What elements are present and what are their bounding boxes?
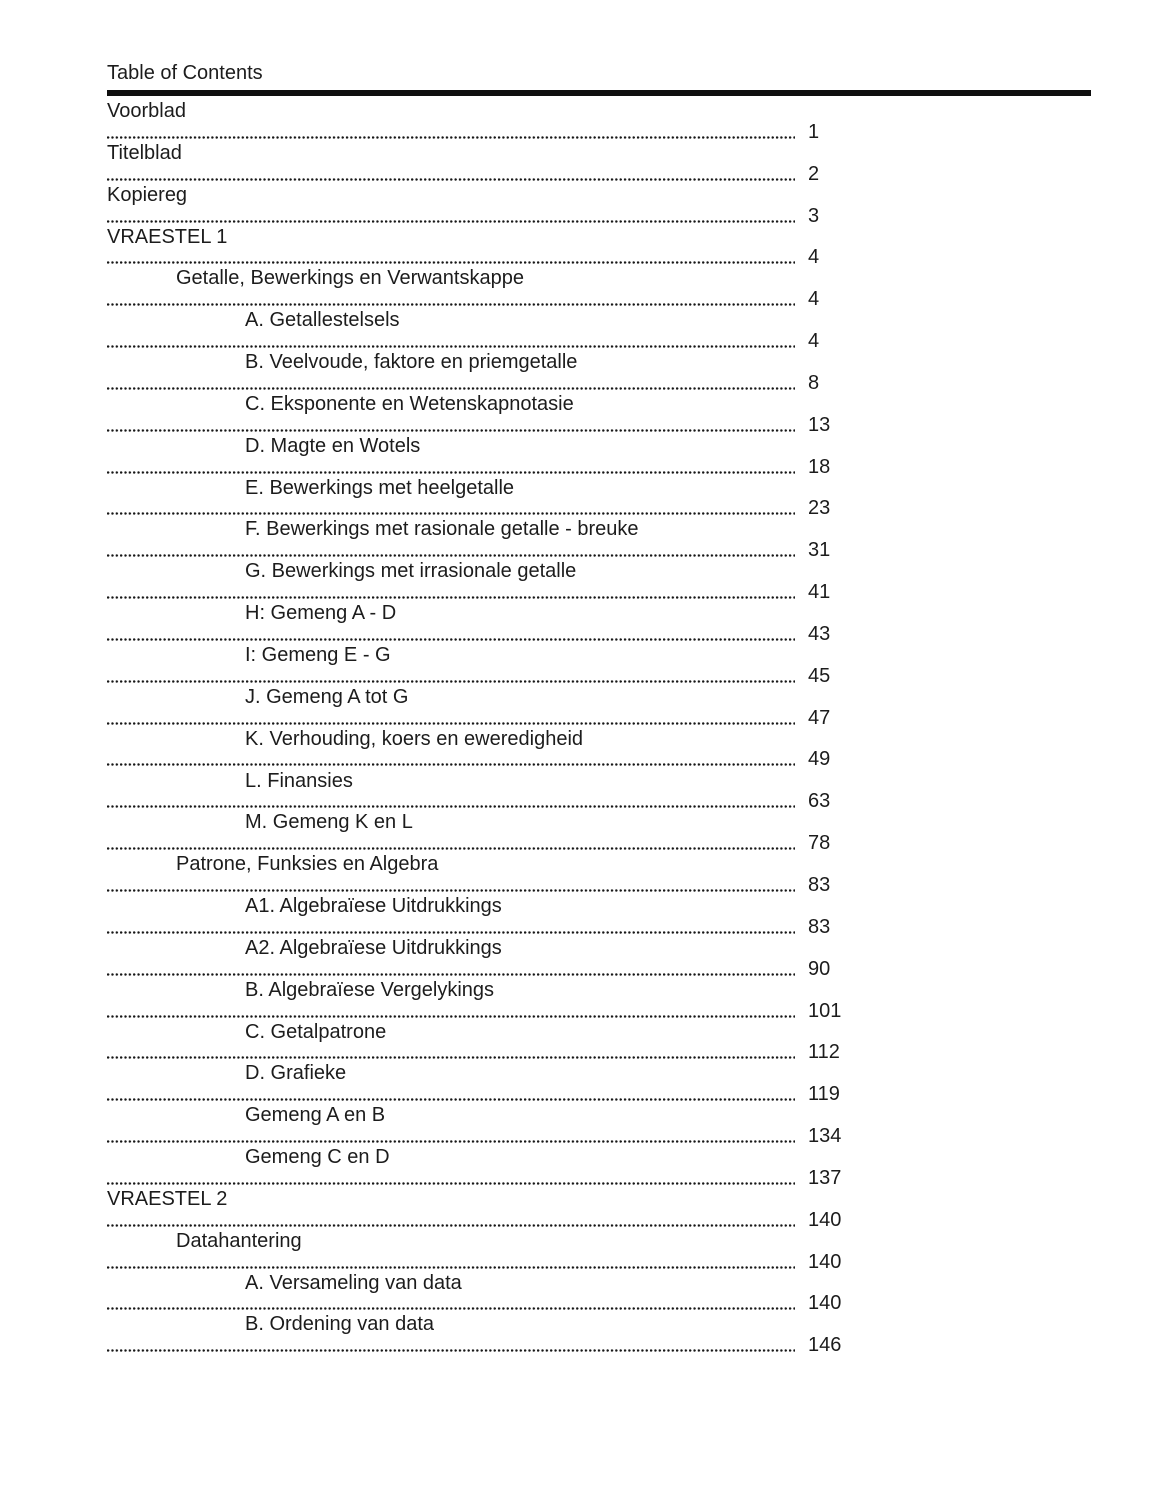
page-number: 43 (808, 622, 831, 645)
toc-entry (107, 143, 867, 185)
page-number: 101 (808, 999, 842, 1022)
toc-entry-label: F. Bewerkings met rasionale getalle - breuke (245, 518, 639, 541)
dot-leader (107, 345, 795, 348)
toc-entry (107, 1063, 867, 1105)
toc-entry-leader-row (107, 415, 867, 436)
dot-leader (107, 1056, 795, 1059)
toc-entry (107, 1189, 867, 1231)
title-rule (107, 90, 1091, 96)
toc-entry-label: L. Finansies (245, 769, 353, 792)
toc-entry-label: C. Getalpatrone (245, 1020, 387, 1043)
toc-entry-leader-row (107, 540, 867, 561)
page-number: 83 (808, 874, 831, 897)
toc-entry-label: D. Magte en Wotels (245, 434, 421, 457)
page-number: 83 (808, 915, 831, 938)
page-title: Table of Contents (107, 62, 263, 84)
dot-leader (107, 722, 795, 725)
dot-leader (107, 1015, 795, 1018)
toc-entry (107, 1314, 867, 1356)
toc-entry (107, 645, 867, 687)
dot-leader (107, 1098, 795, 1101)
toc-entry-leader-row (107, 457, 867, 478)
toc-entry (107, 227, 867, 269)
toc-entry-leader-row (107, 1126, 867, 1147)
page-number: 1 (808, 120, 820, 143)
toc-entry (107, 1231, 867, 1273)
toc-entry-leader-row (107, 750, 867, 771)
dot-leader (107, 680, 795, 683)
toc-entry-label: Patrone, Funksies en Algebra (176, 853, 439, 876)
toc-entry-leader-row (107, 1084, 867, 1105)
toc-entry-label: Gemeng C en D (245, 1146, 390, 1169)
toc-entry (107, 1022, 867, 1064)
toc-entry (107, 603, 867, 645)
toc-entry-leader-row (107, 247, 867, 268)
dot-leader (107, 554, 795, 557)
toc-entry-label: B. Algebraïese Vergelykings (245, 978, 495, 1001)
toc-entry (107, 352, 867, 394)
toc-entry-label: J. Gemeng A tot G (245, 685, 409, 708)
dot-leader (107, 763, 795, 766)
dot-leader (107, 303, 795, 306)
page-number: 140 (808, 1292, 842, 1315)
toc-entry (107, 1147, 867, 1189)
toc-entry-leader-row (107, 917, 867, 938)
toc-entry (107, 687, 867, 729)
toc-entry-label: Datahantering (176, 1229, 302, 1252)
dot-leader (107, 889, 795, 892)
toc-entry-leader-row (107, 1335, 867, 1356)
dot-leader (107, 1182, 795, 1185)
toc-entry-label: Voorblad (107, 100, 186, 122)
page-number: 4 (808, 246, 820, 269)
toc-entry-leader-row (107, 708, 867, 729)
toc-entry-label: Getalle, Bewerkings en Verwantskappe (176, 267, 524, 290)
toc-entry-label: B. Veelvoude, faktore en priemgetalle (245, 351, 578, 374)
page-number: 13 (808, 413, 831, 436)
toc-entry (107, 394, 867, 436)
page-number: 140 (808, 1250, 842, 1273)
toc-entry (107, 519, 867, 561)
toc-entry-label: Titelblad (107, 141, 182, 164)
toc-entry-label: A. Versameling van data (245, 1271, 462, 1294)
toc-entry-leader-row (107, 373, 867, 394)
toc-entry-label: I: Gemeng E - G (245, 643, 391, 666)
toc-entry (107, 854, 867, 896)
page-number: 2 (808, 162, 820, 185)
page-number: 4 (808, 288, 820, 311)
dot-leader (107, 261, 795, 264)
page-number: 63 (808, 790, 831, 813)
toc-entry-leader-row (107, 289, 867, 310)
toc-entry-label: M. Gemeng K en L (245, 811, 413, 834)
toc-entry (107, 1273, 867, 1315)
toc-entry-leader-row (107, 206, 867, 227)
toc-entry-leader-row (107, 1210, 867, 1231)
page-number: 18 (808, 455, 831, 478)
dot-leader (107, 178, 795, 181)
toc-entry-label: K. Verhouding, koers en eweredigheid (245, 727, 584, 750)
toc-entry-leader-row (107, 1252, 867, 1273)
toc-entry-leader-row (107, 624, 867, 645)
toc-entry-leader-row (107, 582, 867, 603)
page-number: 78 (808, 832, 831, 855)
dot-leader (107, 1224, 795, 1227)
toc-entry (107, 938, 867, 980)
toc-entry (107, 561, 867, 603)
toc-entry-leader-row (107, 791, 867, 812)
dot-leader (107, 429, 795, 432)
toc-entry-leader-row (107, 875, 867, 896)
toc-entry-label: A2. Algebraïese Uitdrukkings (245, 936, 502, 959)
toc-list (107, 101, 867, 1356)
toc-entry-leader-row (107, 1001, 867, 1022)
toc-entry-label: E. Bewerkings met heelgetalle (245, 476, 515, 499)
toc-entry-label: C. Eksponente en Wetenskapnotasie (245, 392, 574, 415)
toc-entry-label: G. Bewerkings met irrasionale getalle (245, 560, 577, 583)
toc-entry-label: B. Ordening van data (245, 1313, 435, 1336)
toc-entry-label: Kopiereg (107, 183, 188, 206)
page-number: 134 (808, 1125, 842, 1148)
page-number: 119 (808, 1083, 840, 1106)
toc-entry (107, 1105, 867, 1147)
toc-entry-label: VRAESTEL 1 (107, 225, 228, 248)
page-number: 31 (808, 539, 831, 562)
toc-entry (107, 185, 867, 227)
toc-entry (107, 478, 867, 520)
dot-leader (107, 471, 795, 474)
toc-entry-leader-row (107, 331, 867, 352)
toc-entry (107, 771, 867, 813)
toc-entry (107, 268, 867, 310)
dot-leader (107, 973, 795, 976)
toc-entry-leader-row (107, 1294, 867, 1315)
dot-leader (107, 1266, 795, 1269)
page-number: 41 (808, 581, 831, 604)
toc-entry-leader-row (107, 498, 867, 519)
dot-leader (107, 387, 795, 390)
page-number: 140 (808, 1208, 842, 1231)
dot-leader (107, 220, 795, 223)
toc-entry (107, 310, 867, 352)
dot-leader (107, 638, 795, 641)
dot-leader (107, 596, 795, 599)
page-number: 8 (808, 371, 820, 394)
page-number: 47 (808, 706, 831, 729)
toc-entry-leader-row (107, 666, 867, 687)
dot-leader (107, 1349, 795, 1352)
toc-entry-label: A1. Algebraïese Uitdrukkings (245, 895, 502, 918)
toc-entry-label: Gemeng A en B (245, 1104, 386, 1127)
toc-entry-leader-row (107, 959, 867, 980)
toc-entry-leader-row (107, 164, 867, 185)
dot-leader (107, 1307, 795, 1310)
toc-entry-label: D. Grafieke (245, 1062, 347, 1085)
toc-entry-leader-row (107, 833, 867, 854)
page-number: 49 (808, 748, 831, 771)
toc-entry (107, 896, 867, 938)
dot-leader (107, 136, 795, 139)
page-number: 45 (808, 664, 831, 687)
toc-entry-leader-row (107, 1042, 867, 1063)
page-number: 137 (808, 1166, 842, 1189)
page-number: 112 (808, 1041, 840, 1064)
dot-leader (107, 805, 795, 808)
toc-entry (107, 812, 867, 854)
toc-entry-leader-row (107, 1168, 867, 1189)
toc-entry (107, 101, 867, 143)
page-number: 146 (808, 1334, 842, 1357)
page-number: 3 (808, 204, 820, 227)
toc-entry (107, 980, 867, 1022)
dot-leader (107, 1140, 795, 1143)
toc-entry-leader-row (107, 122, 867, 143)
page-number: 90 (808, 957, 831, 980)
toc-entry (107, 729, 867, 771)
page-number: 23 (808, 497, 831, 520)
toc-entry (107, 436, 867, 478)
toc-entry-label: H: Gemeng A - D (245, 602, 397, 625)
toc-entry-label: VRAESTEL 2 (107, 1187, 228, 1210)
dot-leader (107, 847, 795, 850)
dot-leader (107, 931, 795, 934)
page-number: 4 (808, 330, 820, 353)
toc-entry-label: A. Getallestelsels (245, 309, 400, 332)
dot-leader (107, 512, 795, 515)
